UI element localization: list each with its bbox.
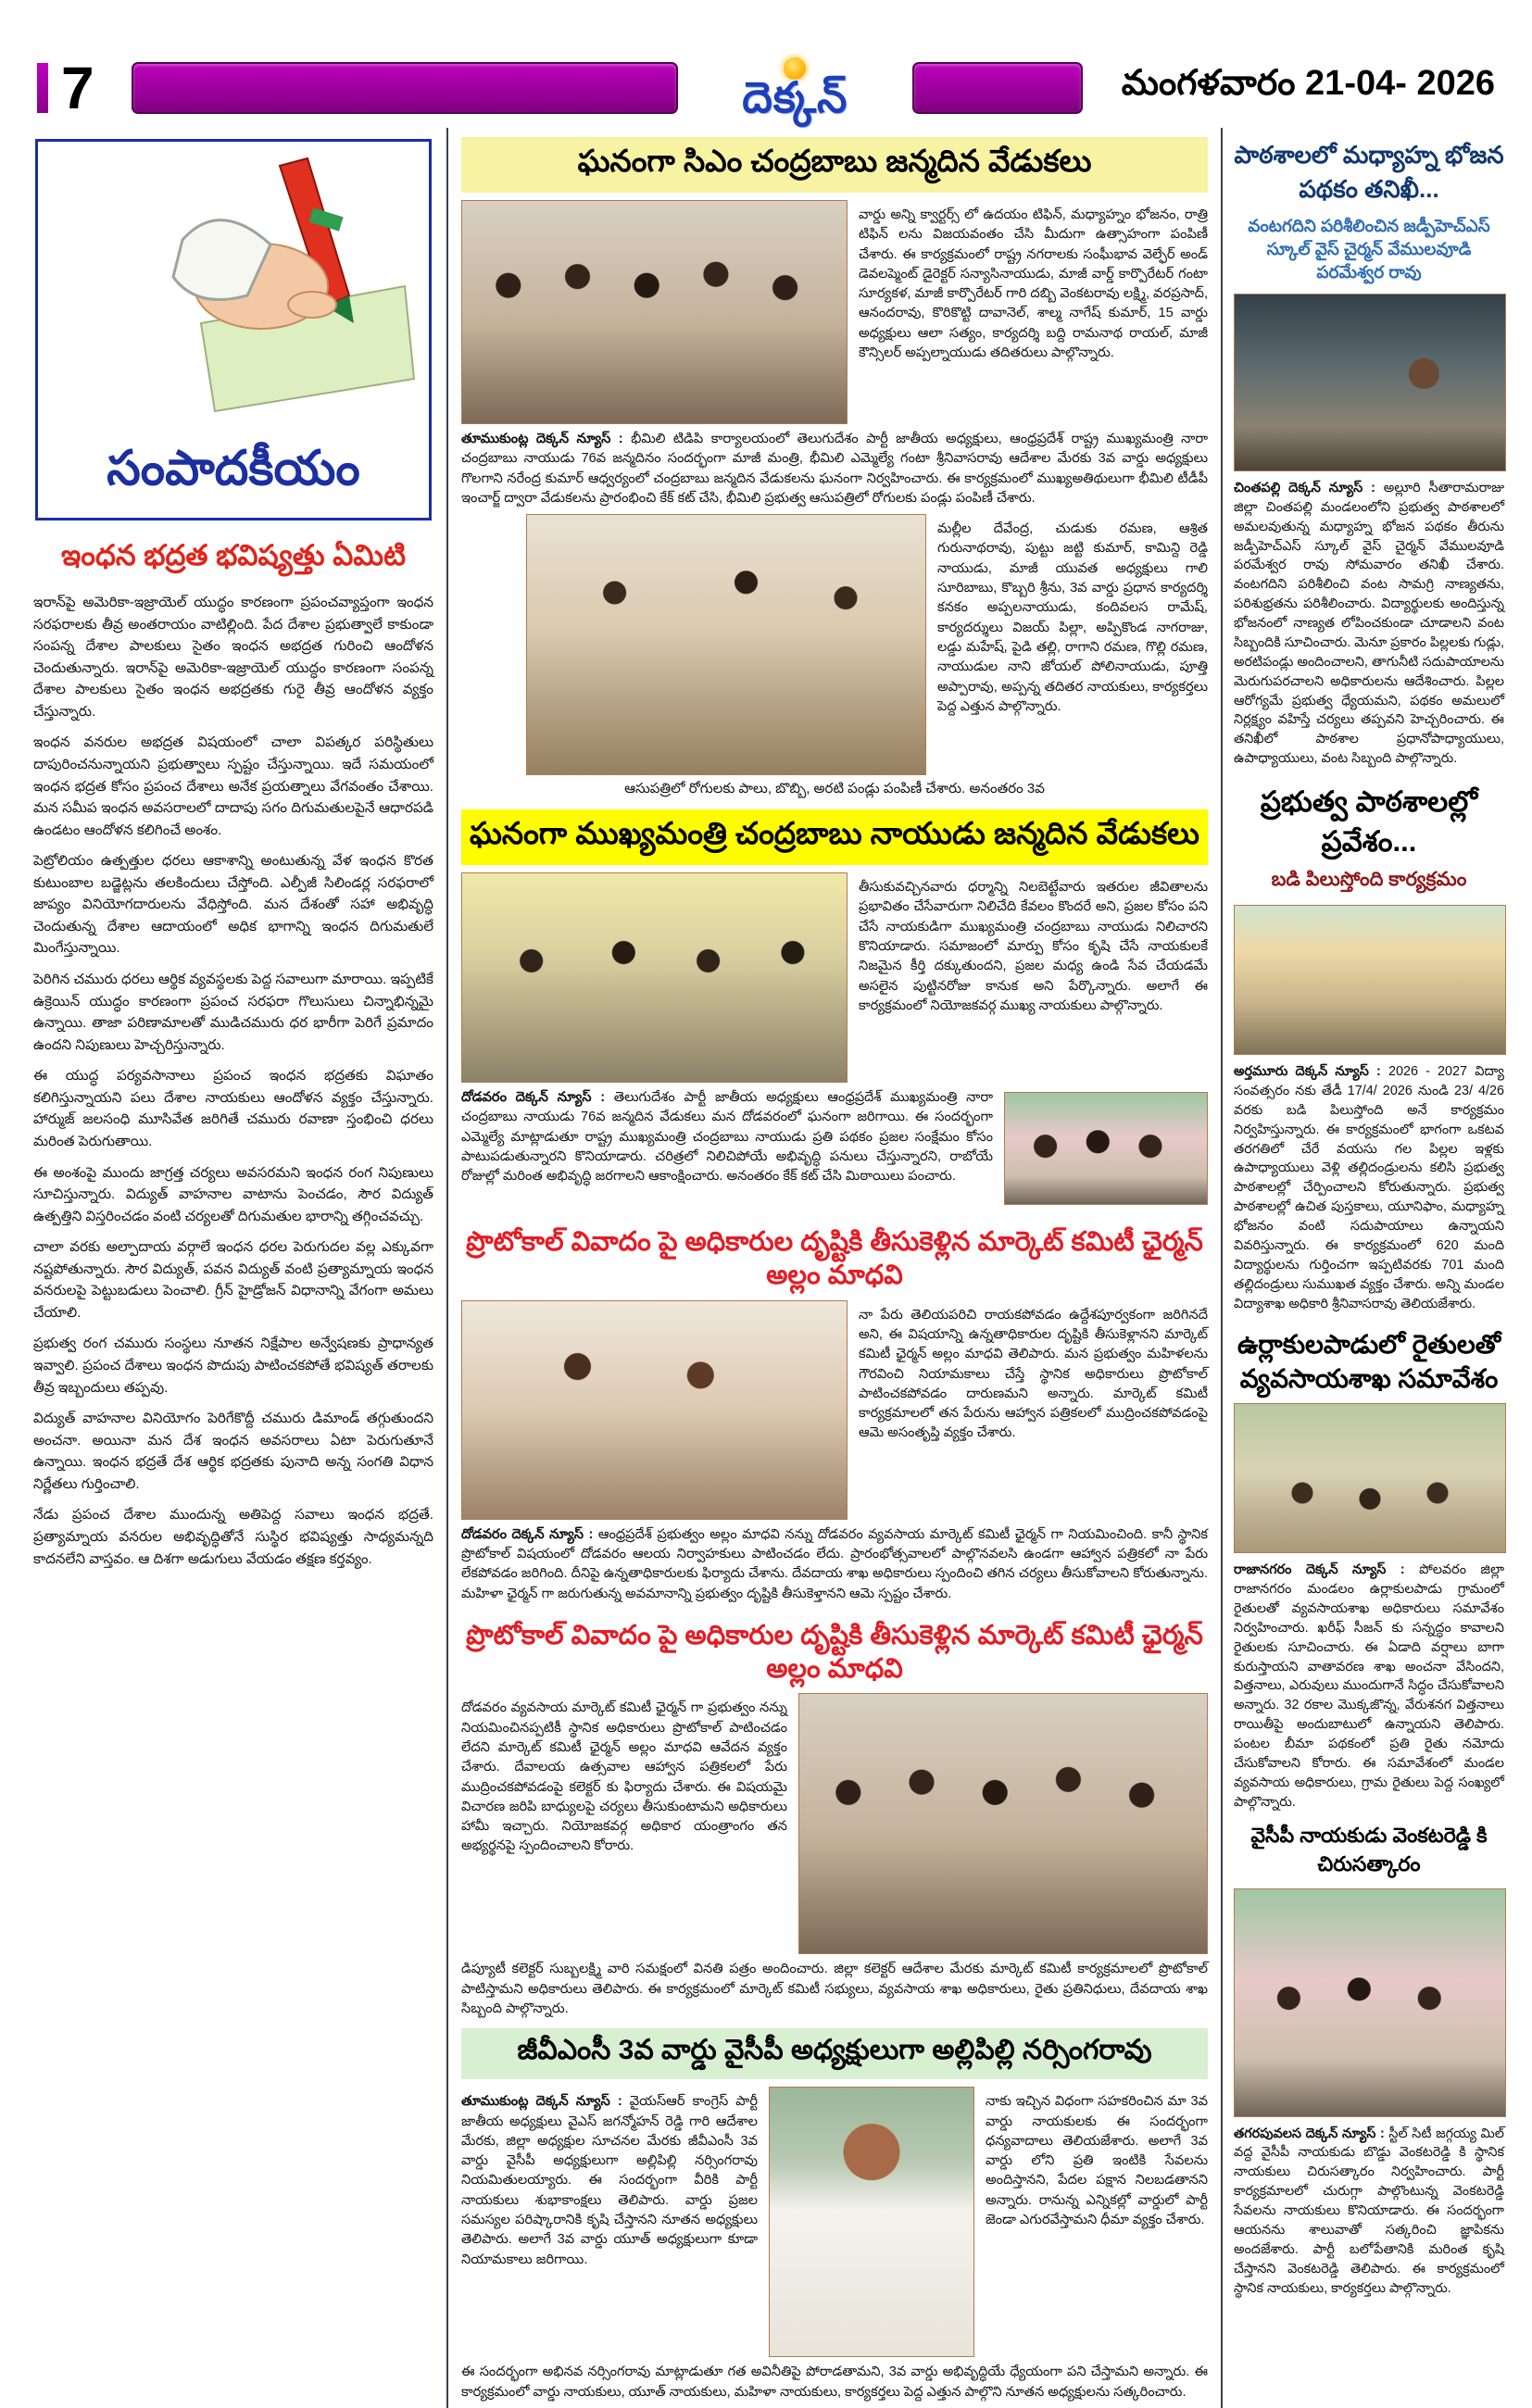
- article-body-left: [461, 2092, 758, 2352]
- article-body-bottom: ఈ సందర్భంగా అభినవ నర్సింగరావు మాట్లాడుతూ గత అవినీతిపై పోరాడతామని, 3వ వార్డు అభివృద్ధియే ధ్యేయంగా పని చేస్తామని అన్నారు. ఈ కార్యక్రమంలో వార్డు నాయకులు, యూత్ నాయకులు, మహిళా నాయకులు, కార్యకర్తలు పెద్ద ఎత్తున పాల్గొని నూతన అధ్యక్షులను సత్కరించారు.: [461, 2364, 1208, 2400]
- article-headline: ప్రొటోకాల్ వివాదం పై అధికారుల దృష్టికి తీసుకెళ్లిన మార్కెట్ కమిటీ ఛైర్మన్ అల్లం మాధవి: [466, 1620, 1203, 1685]
- editorial-paragraph: ఈ యుద్ధ పర్యవసానాలు ప్రపంచ ఇంధన భద్రతకు విఘాతం కలిగిస్తున్నాయని పలు దేశాల నాయకులు ఆందోళన వ్యక్తం చేస్తున్నారు. హార్ముజ్ జలసంధి మూసివేత జరిగితే చమురు రవాణా స్తంభించి ధరలు మరింత పెరుగుతాయి.: [33, 1068, 433, 1149]
- dateline: తగరపువలస దెక్కన్ న్యూస్ :: [1234, 2126, 1385, 2141]
- article-school-admissions: [1234, 785, 1504, 1313]
- article-body-text: వైయస్ఆర్ కాంగ్రెస్ పార్టీ జాతీయ అధ్యక్షులు వైఎస్ జగన్మోహన్ రెడ్డి గారి ఆదేశాల మేరకు, జిల్లా అధ్యక్షుల సూచనల మేరకు జీవీఎంసీ 3వ వార్డు వైసీపీ అధ్యక్షులుగా అల్లిపిల్లి నర్సింగరావు నియమితులయ్యారు. ఈ సందర్భంగా వీరికి పార్టీ నాయకులు శుభాకాంక్షలు తెలిపారు. వార్డు ప్రజల సమస్యల పరిష్కారానికి కృషి చేస్తానని నూతన అధ్యక్షులు తెలిపారు. అలాగే 3వ వార్డు యూత్ అధ్యక్షులుగా కూడా నియామకాలు జరిగాయి.: [461, 2094, 758, 2267]
- article-headline: ప్రొటోకాల్ వివాదం పై అధికారుల దృష్టికి తీసుకెళ్లిన మార్కెట్ కమిటీ ఛైర్మన్ అల్లం మాధవి: [466, 1227, 1203, 1291]
- masthead: [0, 0, 1532, 128]
- article-headline: ఉర్లాకులపాడులో రైతులతో వ్యవసాయశాఖ సమావేశం: [1237, 1330, 1501, 1393]
- article-body-right: నాకు ఇచ్చిన విధంగా సహకరించిన మా 3వ వార్డు నాయకులకు ఈ సందర్భంగా ధన్యవాదాలు తెలియజేశారు. అలాగే 3వ వార్డు లోని ప్రతి ఇంటికి సేవలను అందిస్తానని, పేదల పక్షాన నిలబడతానని అన్నారు. రానున్న ఎన్నికల్లో వార్డులో పార్టీ జెండా ఎగురవేస్తామని ధీమా వ్యక్తం చేశారు.: [986, 2094, 1208, 2228]
- article-market-committee-1: [461, 1225, 1208, 1604]
- article-subhead: వంటగదిని పరిశీలించిన జడ్పీహెచ్ఎస్ స్కూల్ వైస్ చైర్మన్ వేములవూడి పరమేశ్వర రావు: [1248, 216, 1490, 282]
- writing-hand-illustration: [44, 147, 414, 416]
- page-number-accent-bar: [37, 63, 48, 113]
- article-farmers-meeting: [1234, 1328, 1504, 1812]
- editorial-paragraph: పెట్రోలియం ఉత్పత్తుల ధరలు ఆకాశాన్ని అంటుతున్న వేళ ఇంధన కొరత కుటుంబాల బడ్జెట్లను తలకిందులు చేస్తోంది. ఎల్పీజీ సిలిండర్ల సరఫరాలో జాప్యం వినియోగదారులను వేధిస్తోంది. మన దేశంతో సహా అభివృద్ధి చెందుతున్న దేశాల ఆదాయంలో అధిక భాగాన్ని ఇంధన దిగుమతులే మింగేస్తున్నాయి.: [33, 853, 433, 957]
- article-body: [461, 1525, 1208, 1604]
- right-column: [1223, 128, 1504, 2408]
- article-headline: ఘనంగా ముఖ్యమంత్రి చంద్రబాబు నాయుడు జన్మదిన వేడుకలు: [461, 809, 1208, 865]
- article-lead: దోడవరం వ్యవసాయ మార్కెట్ కమిటీ ఛైర్మన్ గా ప్రభుత్వం నన్ను నియమించినప్పటికీ స్థానిక అధికారులు ప్రొటోకాల్ పాటించడం లేదని మార్కెట్ కమిటీ ఛైర్మన్ అల్లం మాధవి ఆవేదన వ్యక్తం చేశారు. దేవాలయ ఉత్సవాల ఆహ్వాన పత్రికలలో పేరు ముద్రించకపోవడంపై కలెక్టర్ కు ఫిర్యాదు చేశారు. ఈ విషయమై విచారణ జరిపి బాధ్యులపై చర్యలు తీసుకుంటామని అధికారులు హామీ ఇచ్చారు. నియోజకవర్గ అధికార యంత్రాంగం తన అభ్యర్థనపై స్పందించాలని కోరారు.: [461, 1700, 787, 1854]
- article-body: [1234, 1062, 1504, 1313]
- photo-party-leaders-group: [461, 872, 848, 1083]
- photo-kitchen-inspection: [1234, 294, 1506, 471]
- dateline: చింతపల్లి దెక్కన్ న్యూస్ :: [1234, 480, 1375, 495]
- article-body-continued: మల్లీల దేవేంద్ర, చుడుకు రమణ, ఆశ్రిత గురునాథరావు, పుట్టు జట్టి కుమార్, కామిన్ది రెడ్డి నాయుడు, మాజీ యువత అధ్యక్షులు గాలి సూరిబాబు, కొబ్బరి శ్రీను, 3వ వార్డు ప్రధాన కార్యదర్శి కనకం అప్పలనాయుడు, కందివలస రామేష్, కార్యదర్శులు విజయ్ పిల్లా, అప్పికొండ నాగరాజు, లడ్డు మహేష్, పైడి తల్లి, రాగాని రమణ, గొల్లి రమణ, నాయుడుల నాని జోయల్ పోలినాయుడు, పూత్తి అప్పారావు, అప్పన్న తదితర నాయకులు, కార్యకర్తలు పెద్ద ఎత్తున పాల్గొన్నారు.: [937, 521, 1208, 714]
- photo-food-distribution: [526, 514, 926, 775]
- editorial-section-label: సంపాదకీయం: [107, 442, 360, 495]
- editorial-paragraph: పెరిగిన చమురు ధరలు ఆర్థిక వ్యవస్థలకు పెద్ద సవాలుగా మారాయి. ఇప్పటికే ఉక్రెయిన్ యుద్ధం కారణంగా ప్రపంచ సరఫరా గొలుసులు చిన్నాభిన్నమై ఉన్నాయి. తాజా పరిణామాలతో ముడిచమురు ధర భారీగా పెరిగే ప్రమాదం ఉందని నిపుణులు హెచ్చరిస్తున్నారు.: [33, 972, 433, 1053]
- masthead-bar-left: [132, 62, 678, 114]
- editorial-paragraph: చాలా వరకు అల్పాదాయ వర్గాలే ఇంధన ధరల పెరుగుదల వల్ల ఎక్కువగా నష్టపోతున్నారు. సౌర విద్యుత్, పవన విద్యుత్ వంటి ప్రత్యామ్నాయ ఇంధన వనరులపై పెట్టుబడులు పెంచాలి. గ్రీన్ హైడ్రోజన్ విధానాన్ని వేగంగా అమలు చేయాలి.: [33, 1239, 433, 1321]
- article-market-committee-2: [461, 1619, 1208, 2019]
- article-headline: ప్రభుత్వ పాఠశాలల్లో ప్రవేశం...: [1260, 785, 1478, 859]
- page-number: 7: [61, 55, 94, 121]
- dateline: దోడవరం దెక్కన్ న్యూస్ :: [461, 1090, 606, 1106]
- dateline: తూముకుంట్ల దెక్కన్ న్యూస్ :: [461, 432, 623, 446]
- article-body: [461, 430, 1208, 508]
- logo-text: దెక్కన్: [742, 73, 848, 121]
- article-body: [1234, 479, 1504, 769]
- photo-cake-cutting-crowd: [461, 200, 848, 424]
- article-headline: ఘనంగా సిఎం చంద్రబాబు జన్మదిన వేడుకలు: [461, 137, 1208, 193]
- article-headline: పాఠశాలలో మధ్యాహ్న భోజన పథకం తనిఖీ...: [1234, 141, 1504, 203]
- article-lead: వార్డు అన్ని క్వార్టర్స్ లో ఉదయం టిఫిన్, మధ్యాహ్నం భోజనం, రాత్రి టిఫిన్ లను విజయవంతం చేసి మీదుగా ఉత్సాహంగా పంపిణీ చేశారు. ఈ కార్యక్రమంలో రాష్ట్ర నగరాలకు సంఘీభావ వెల్ఫేర్ అండ్ డెవలప్మెంట్ డైరెక్టర్ సన్యాసినాయుడు, మాజీ వార్డ్ కార్పొరేటర్ గంటా సూర్యకళ, మాజీ కార్పొరేటర్ గారి దబ్బి వెంకటరావు లక్ష్మి, వరప్రసాద్, ఆనందరావు, కొరికొట్టి దావానెల్, శాల్మ నాగేష్ కుమార్, 15 వార్డు అధ్యక్షులు ఆలా సత్యం, కార్యదర్శి బద్ది రామనాథ రాయల్, మాజీ కౌన్సిలర్ అప్పల్నాయుడు తదితరులు పాల్గొన్నారు.: [859, 207, 1208, 361]
- editorial-paragraph: విద్యుత్ వాహనాల వినియోగం పెరిగేకొద్దీ చమురు డిమాండ్ తగ్గుతుందని అంచనా. అయినా మన దేశ ఇంధన అవసరాలు ఏటా పెరుగుతూనే ఉన్నాయి. ఇంధన భద్రతే దేశ ఆర్థిక భద్రతకు పునాది అన్న సంగతి విధాన నిర్ణేతలు గుర్తించాలి.: [33, 1411, 433, 1492]
- photo-chairperson-at-desk: [461, 1300, 848, 1520]
- photo-garlanded-leader: [1004, 1092, 1208, 1205]
- dateline: అర్తమూరు దెక్కన్ న్యూస్ :: [1234, 1064, 1381, 1080]
- edition-date: మంగళవారం 21-04- 2026: [1121, 64, 1495, 103]
- article-body-text: భీమిలి టిడిపి కార్యాలయంలో తెలుగుదేశం పార్టీ జాతీయ అధ్యక్షులు, ఆంధ్రప్రదేశ్ రాష్ట్ర ముఖ్యమంత్రి నారా చంద్రబాబు నాయుడు 76వ జన్మదినం సందర్భంగా మాజీ మంత్రి, భీమిలి ఎమ్మెల్యే గంటా శ్రీనివాసరావు ఆదేశాల మేరకు 3వ వార్డు అధ్యక్షులు గొలగాని నరేంద్ర కుమార్ ఆధ్వర్యంలో చంద్రబాబు జన్మదిన వేడుకలను ఘనంగా నిర్వహించారు. ఈ కార్యక్రమంలో ముఖ్యఅతిథులుగా భీమిలి టీడీపీ ఇంచార్జ్ ద్వారా వేడుకలను ప్రారంభించి కేక్ కట్ చేసి, భీమిలి ప్రభుత్వ ఆసుపత్రిలో రోగులకు పండ్లు పంపిణీ చేశారు.: [461, 432, 1208, 506]
- article-body: [1234, 2125, 1504, 2299]
- article-body-text: స్టీల్ సిటీ జగ్గయ్య మిల్ వద్ద వైసీపీ నాయకుడు బొడ్డు వెంకటరెడ్డి కి స్థానిక నాయకులు చిరుసత్కారం నిర్వహించారు. పార్టీ కార్యక్రమాలలో చురుగ్గా పాల్గొంటున్న వెంకటరెడ్డి సేవలను నాయకులు కొనియాడారు. ఈ సందర్భంగా ఆయనను శాలువాతో సత్కరించి జ్ఞాపికను అందజేశారు. పార్టీ బలోపేతానికి మరింత కృషి చేస్తానని వెంకటరెడ్డి తెలిపారు. ఈ కార్యక్రమంలో స్థానిక నాయకులు, కార్యకర్తలు పాల్గొన్నారు.: [1234, 2126, 1504, 2296]
- article-leader-felicitation: [1234, 1824, 1504, 2299]
- article-subhead: బడి పిలుస్తోంది కార్యక్రమం: [1271, 869, 1467, 891]
- dateline: దోడవరం దెక్కన్ న్యూస్ :: [461, 1526, 594, 1542]
- editorial-box: [35, 139, 432, 520]
- photo-badi-pilustondi-banner: [1234, 905, 1506, 1055]
- dateline: రాజానగరం దెక్కన్ న్యూస్ :: [1234, 1562, 1405, 1578]
- article-headline: జీవీఎంసీ 3వ వార్డు వైసీపీ అధ్యక్షులుగా అల్లిపిల్లి నర్సింగరావు: [461, 2028, 1208, 2079]
- newspaper-logo: [691, 57, 899, 119]
- editorial-column: [33, 128, 448, 2408]
- photo-new-president-portrait: [769, 2087, 974, 2357]
- editorial-paragraph: ప్రభుత్వ రంగ చమురు సంస్థలు నూతన నిక్షేపాల అన్వేషణకు ప్రాధాన్యత ఇవ్వాలి. ప్రపంచ దేశాలు ఇంధన పొదుపు పాటించకపోతే భవిష్యత్ తరాలకు తీవ్ర ఇబ్బందులు తప్పవు.: [33, 1336, 433, 1396]
- article-body: డిప్యూటీ కలెక్టర్ సుబ్బలక్ష్మి వారి సమక్షంలో వినతి పత్రం అందించారు. జిల్లా కలెక్టర్ ఆదేశాల మేరకు మార్కెట్ కమిటీ కార్యక్రమాలలో ప్రొటోకాల్ పాటిస్తామని అధికారులు తెలిపారు. ఈ కార్యక్రమంలో మార్కెట్ కమిటీ సభ్యులు, వ్యవసాయ శాఖ అధికారులు, రైతు ప్రతినిధులు, దేవదాయ శాఖ సిబ్బంది పాల్గొన్నారు.: [461, 1962, 1208, 2016]
- article-midday-meal-inspection: [1234, 141, 1504, 769]
- article-cm-birthday-2: [461, 809, 1208, 1210]
- photo-memorandum-handover: [798, 1693, 1208, 1954]
- article-headline: వైసీపీ నాయకుడు వెంకటరెడ్డి కి చిరుసత్కారం: [1250, 1823, 1488, 1875]
- article-body-text: 2026 - 2027 విద్యా సంవత్సరం నకు తేడీ 17/4/ 2026 నుండి 23/ 4/26 వరకు బడి పిలుస్తోంది అనే కార్యక్రమం నిర్వహిస్తున్నారు. ఈ కార్యక్రమంలో భాగంగా ఒకటవ తరగతిలో చేరే వయసు గల పిల్లల ఇళ్లకు ఉపాధ్యాయులు వెళ్లి తల్లిదండ్రులను కలిసి ప్రభుత్వ పాఠశాలల్లో చేర్పించాలని కోరుతున్నారు. ప్రభుత్వ పాఠశాలల్లో ఉచిత పుస్తకాలు, యూనిఫాం, మధ్యాహ్న భోజనం వంటి సదుపాయాలు ఉన్నాయని వివరిస్తున్నారు. ఈ కార్యక్రమంలో 620 మంది విద్యార్థులను గుర్తించగా ఇప్పటివరకు 701 మంది తల్లిదండ్రులు సుముఖత వ్యక్తం చేశారు. అన్ని మండల విద్యాశాఖ అధికారి శ్రీనివాసరావు తెలియజేశారు.: [1234, 1064, 1504, 1311]
- page-content: [0, 128, 1532, 2408]
- article-lead: తీసుకువచ్చినవారు ధర్మాన్ని నిలబెట్టేవారు ఇతరుల జీవితాలను ప్రభావితం చేసేవారుగా నిలిచేది కేవలం కొందరే అని, ప్రజల కోసం పని చేసే నాయకుడిగా ముఖ్యమంత్రి చంద్రబాబు నాయుడు నిలిచారని కొనియాడారు. సమాజంలో మార్పు కోసం కృషి చేసే నాయకులకే నిజమైన కీర్తి దక్కుతుందని, ప్రజల మధ్య ఉండి సేవ చేయడమే అసలైన పుట్టినరోజు కానుక అని పేర్కొన్నారు. అలాగే ఈ కార్యక్రమంలో నియోజకవర్గ ముఖ్య నాయకులు పాల్గొన్నారు.: [859, 880, 1208, 1013]
- dateline: తూముకుంట్ల దెక్కన్ న్యూస్ :: [461, 2094, 622, 2110]
- article-cm-birthday-1: [461, 137, 1208, 800]
- article-body: [1234, 1561, 1504, 1812]
- article-body-text: తెలుగుదేశం పార్టీ జాతీయ అధ్యక్షులు ఆంధ్రప్రదేశ్ ముఖ్యమంత్రి నారా చంద్రబాబు నాయుడు 76వ జన్మదిన వేడుకలు మన దోడవరంలో ఘనంగా జరిగాయి. ఈ సందర్భంగా ఎమ్మెల్యే మాట్లాడుతూ రాష్ట్ర ముఖ్యమంత్రి చంద్రబాబు నాయుడు ప్రతి పథకం ప్రజల సంక్షేమం కోసం పాటుపడుతున్నారని కొనియాడారు. చరిత్రలో నిలిచిపోయే అభివృద్ధి పనులు చేస్తున్నారని, రాబోయే రోజుల్లో మరింత అభివృద్ధి జరగాలని ఆకాంక్షించారు. అనంతరం కేక్ కట్ చేసి మిఠాయిలు పంచారు.: [461, 1090, 993, 1185]
- photo-farmers-meeting: [1234, 1403, 1506, 1553]
- editorial-paragraph: ఈ అంశంపై ముందు జాగ్రత్త చర్యలు అవసరమని ఇంధన రంగ నిపుణులు సూచిస్తున్నారు. విద్యుత్ వాహనాల వాటాను పెంచడం, సౌర విద్యుత్ ఉత్పత్తిని విస్తరించడం వంటి చర్యలతో దిగుమతుల భారాన్ని తగ్గించవచ్చు.: [33, 1164, 433, 1224]
- center-column: [448, 128, 1223, 2408]
- article-body-text: పోలవరం జిల్లా రాజానగరం మండలం ఉర్లాకులపాడు గ్రామంలో రైతులతో వ్యవసాయశాఖ అధికారులు సమావేశం నిర్వహించారు. ఖరీఫ్ సీజన్ కు సన్నద్ధం కావాలని రైతులకు సూచించారు. ఈ ఏడాది వర్షాలు బాగా కురుస్తాయని వాతావరణ శాఖ అంచనా వేసిందని, విత్తనాలు, ఎరువులు ముందుగానే సిద్ధం చేసుకోవాలని అన్నారు. 32 రకాల మొక్కజొన్న, వేరుశనగ విత్తనాలు రాయితీపై అందుబాటులో ఉన్నాయని తెలిపారు. పంటల బీమా పథకంలో ప్రతి రైతు నమోదు చేసుకోవాలని కోరారు. ఈ సమావేశంలో మండల వ్యవసాయ అధికారులు, గ్రామ రైతులు పెద్ద సంఖ్యలో పాల్గొన్నారు.: [1234, 1562, 1505, 1810]
- article-body-text: అల్లూరి సీతారామరాజు జిల్లా చింతపల్లి మండలంలోని ప్రభుత్వ పాఠశాలలో అమలవుతున్న మధ్యాహ్న భోజన పథకం తీరును జడ్పీహెచ్ఎస్ స్కూల్ వైస్ చైర్మన్ వేములవూడి పరమేశ్వర రావు సోమవారం తనిఖీ చేశారు. వంటగదిని పరిశీలించి వంట సామగ్రి నాణ్యతను, పరిశుభ్రతను పరిశీలించారు. విద్యార్థులకు అందిస్తున్న భోజనంలో నాణ్యత లోపించకుండా చూడాలని వంట సిబ్బందికి సూచించారు. మెనూ ప్రకారం పిల్లలకు గుడ్లు, అరటిపండ్లు అందించాలని, తాగునీటి సదుపాయాలను మెరుగుపరచాలని అధికారులను ఆదేశించారు. పిల్లల ఆరోగ్యమే ప్రభుత్వ ధ్యేయమని, పథకం అమలులో నిర్లక్ష్యం వహిస్తే చర్యలు తప్పవని హెచ్చరించారు. ఈ తనిఖీలో పాఠశాల ప్రధానోపాధ్యాయులు, ఉపాధ్యాయులు, వంట సిబ్బంది పాల్గొన్నారు.: [1234, 480, 1505, 767]
- article-ward-president: [461, 2028, 1208, 2402]
- article-body-text: ఆంధ్రప్రదేశ్ ప్రభుత్వం అల్లం మాధవి నన్ను దోడవరం వ్యవసాయ మార్కెట్ కమిటీ ఛైర్మన్ గా నియమించింది. కానీ స్థానిక ప్రొటోకాల్ విషయంలో దోడవరం ఆలయ నిర్వాహకులు పాటించడం లేదు. ప్రారంభోత్సవాలలో పాల్గొనవలసి ఉండగా ఆహ్వాన పత్రికలో నా పేరు లేకపోవడం జరిగింది. దీనిపై ఉన్నతాధికారులకు ఫిర్యాదు చేశాను. దేవదాయ శాఖ అధికారులు స్పందించి తగిన చర్యలు తీసుకోవాలని కోరుతున్నాను. మహిళా ఛైర్మన్ గా జరుగుతున్న అవమానాన్ని ప్రభుత్వం దృష్టికి తీసుకెళ్తానని ఆమె స్పష్టం చేశారు.: [461, 1526, 1208, 1601]
- editorial-paragraph: ఇరాన్‌పై అమెరికా-ఇజ్రాయెల్ యుద్ధం కారణంగా ప్రపంచవ్యాప్తంగా ఇంధన సరఫరాలకు తీవ్ర అంతరాయం వాటిల్లింది. పేద దేశాల ప్రభుత్వాలే కాకుండా సంపన్న దేశాల పాలకులు సైతం ఇంధన అభద్రత గురించి ఆందోళన చెందుతున్నారు. ఇరాన్‌పై అమెరికా-ఇజ్రాయెల్ యుద్ధం కారణంగా సంపన్న దేశాల పాలకులు సైతం ఇంధన అభద్రతకు గురై తీవ్ర ఆందోళన వ్యక్తం చేస్తున్నారు.: [33, 595, 433, 720]
- editorial-paragraph: నేడు ప్రపంచ దేశాల ముందున్న అతిపెద్ద సవాలు ఇంధన భద్రతే. ప్రత్యామ్నాయ వనరుల అభివృద్ధితోనే సుస్థిర భవిష్యత్తు సాధ్యమన్నది కాదనలేని వాస్తవం. ఆ దిశగా అడుగులు వేయడం తక్షణ కర్తవ్యం.: [33, 1507, 433, 1567]
- editorial-headline: ఇంధన భద్రత భవిష్యత్తు ఏమిటి: [60, 539, 407, 571]
- masthead-bar-right: [912, 62, 1083, 114]
- photo-caption: ఆసుపత్రిలో రోగులకు పాలు, బొబ్బి, అరటి పండ్లు పంపిణీ చేశారు. అనంతరం 3వ: [624, 781, 1045, 797]
- editorial-paragraph: ఇంధన వనరుల అభద్రత విషయంలో చాలా విపత్కర పరిస్థితులు దాపురించనున్నాయని ప్రభుత్వాలు స్పష్టం చేస్తున్నాయి. ఇదే సమయంలో ఇంధన భద్రత కోసం ప్రపంచ దేశాలు అనేక ప్రయత్నాలు వేగవంతం చేశాయి. మన సమీప ఇంధన అవసరాలలో దాదాపు సగం దిగుమతులపైనే ఆధారపడి ఉండటం ఆందోళన కలిగించే అంశం.: [33, 734, 433, 838]
- article-lead: నా పేరు తెలియపరిచి రాయకపోవడం ఉద్దేశపూర్వకంగా జరిగినదే అని, ఈ విషయాన్ని ఉన్నతాధికారుల దృష్టికి తీసుకెళ్లానని మార్కెట్ కమిటీ ఛైర్మన్ అల్లం మాధవి తెలిపారు. మన ప్రభుత్వం మహిళలను గౌరవించి నియామకాలు చేస్తే స్థానిక అధికారులు ప్రొటోకాల్ పాటించకపోవడం దారుణమని అన్నారు. మార్కెట్ కమిటీ కార్యక్రమాలలో తన పేరును ఆహ్వాన పత్రికలలో ముద్రించకపోవడంపై ఆమె అసంతృప్తి వ్యక్తం చేశారు.: [859, 1307, 1208, 1441]
- photo-felicitation-group: [1234, 1888, 1506, 2117]
